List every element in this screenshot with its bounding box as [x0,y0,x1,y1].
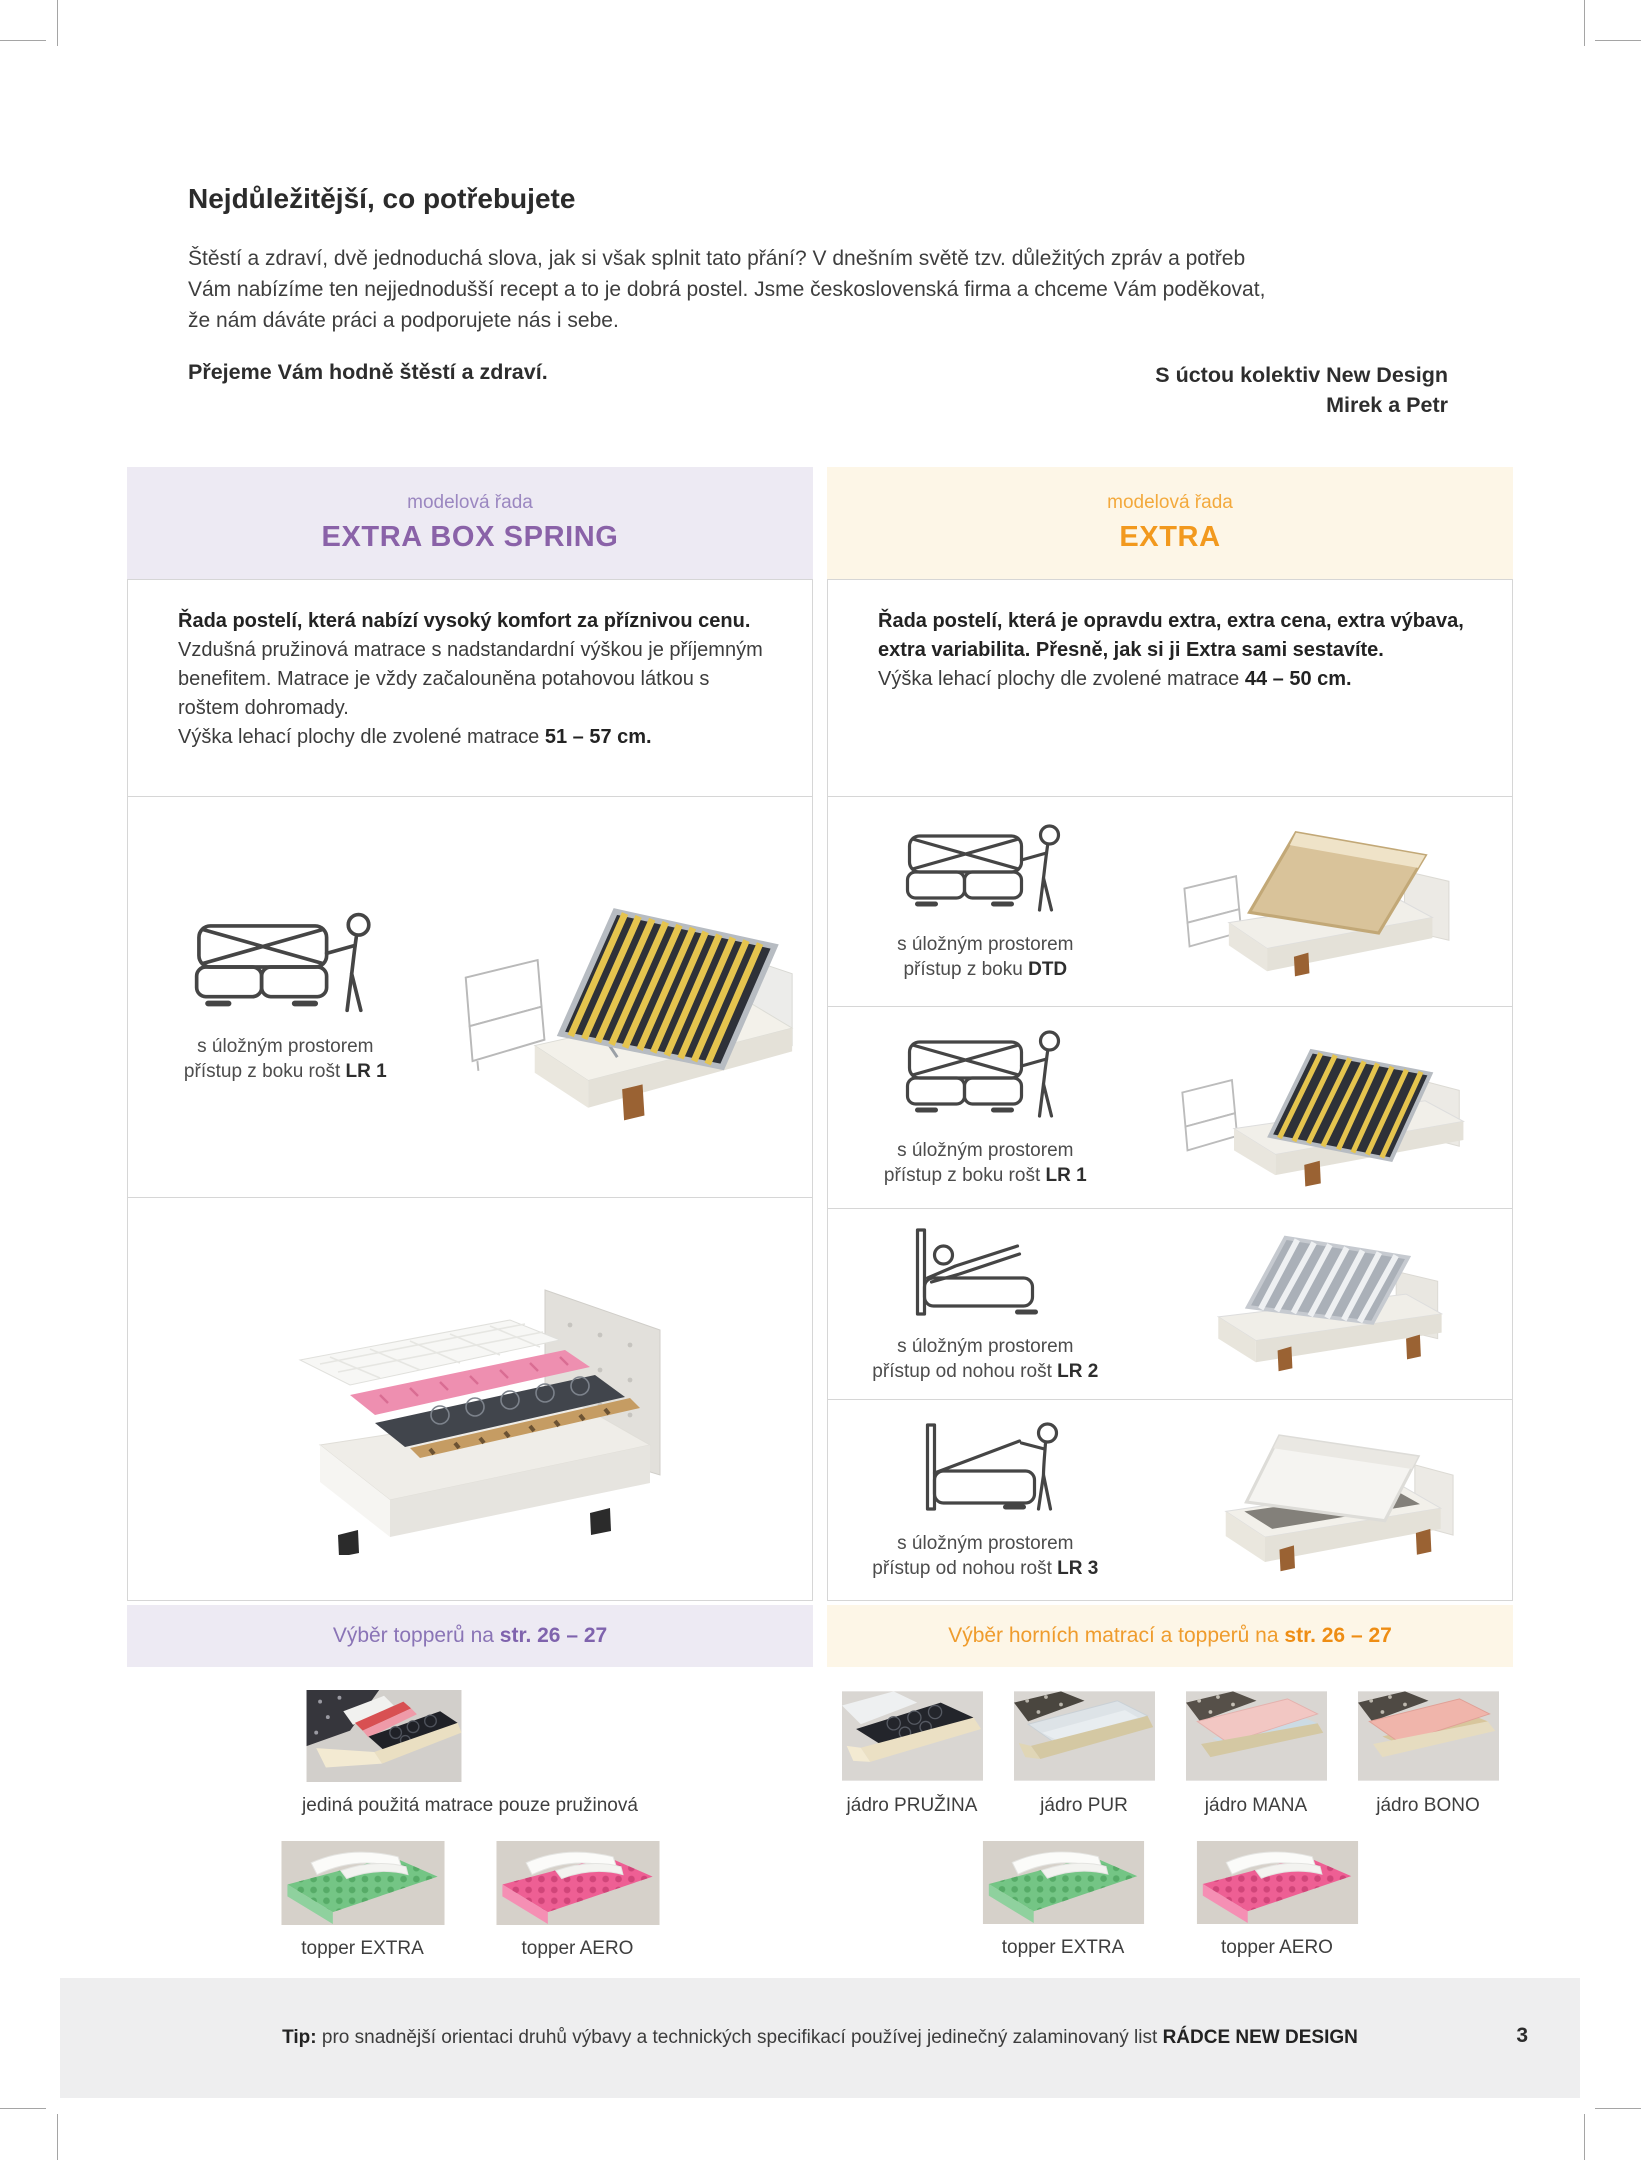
topper-thumb [281,1841,445,1960]
footer-band [60,1978,1580,2098]
crop-mark [57,0,58,46]
signature-line: S úctou kolektiv New Design [1155,363,1448,387]
topper-extra-image [281,1841,445,1925]
bed-front-person-icon [185,910,385,1024]
intro-paragraph [188,243,1458,336]
toppers-banner-left: Výběr topperů na str. 26 – 27 [127,1605,813,1667]
feature-caption: s úložným prostorem přístup z boku rošt LR 1 [183,1036,387,1082]
core-thumb [1358,1690,1499,1817]
height-value: 44 – 50 cm. [1244,668,1352,690]
core-mana-image [1186,1690,1327,1782]
topper-extra-image [981,1841,1146,1924]
page-number: 3 [1516,2024,1528,2048]
range-eyebrow: modelová řada [407,492,533,513]
core-bono-image [1358,1690,1499,1782]
topper-aero-image [496,1841,660,1925]
bed-front-person-icon [896,822,1074,922]
height-text: Výška lehací plochy dle zvolené matrace [178,726,545,748]
column-box-extra [827,579,1513,1601]
column-box-extra-box-spring [127,579,813,1601]
feature-row [128,796,812,1197]
description-lead: Řada postelí, která nabízí vysoký komfort za příznivou cenu. [178,610,751,632]
feature-row [828,796,1512,1006]
bed-open-dtd-photo [1172,814,1482,990]
footer-tip: Tip: pro snadnější orientaci druhů výbavy a technických specifikací používej jedinečný zalaminovaný list RÁDCE NEW DESIGN [282,2027,1358,2048]
signature-line: Mirek a Petr [1326,393,1448,417]
crop-mark [1595,40,1641,41]
topper-label: topper EXTRA [1001,1937,1125,1958]
range-description [128,580,812,796]
bed-side-person-standing-icon [896,1421,1074,1521]
topper-label: topper AERO [521,1938,634,1959]
feature-caption: s úložným prostorem přístup z boku rošt LR 1 [883,1139,1087,1186]
bed-side-person-lying-icon [896,1224,1074,1324]
feature-row [828,1399,1512,1602]
topper-label: topper EXTRA [301,1938,424,1959]
left-core-gallery [127,1690,813,1817]
core-thumb [1014,1690,1155,1817]
core-label: jádro BONO [1376,1795,1480,1816]
core-label: jádro PUR [1040,1795,1128,1816]
topper-thumb [1195,1841,1360,1959]
range-description [828,580,1512,796]
topper-aero-image [1195,1841,1360,1924]
right-topper-gallery [827,1841,1513,1959]
bed-open-slats-photo [1172,1020,1482,1196]
crop-mark [1584,0,1585,46]
bed-front-person-icon [896,1028,1074,1128]
toppers-banner-right: Výběr horních matrací a topperů na str. 26 – 27 [827,1605,1513,1667]
feature-caption: s úložným prostorem přístup od nohou rošt LR 3 [872,1533,1099,1579]
crop-mark [0,2108,46,2109]
core-label: jádro MANA [1204,1795,1308,1816]
bed-open-foot-slats-photo [1172,1220,1482,1388]
feature-caption: s úložným prostorem přístup z boku DTD [897,933,1074,980]
description-rest: Vzdušná pružinová matrace s nadstandardní výškou je příjemným benefitem. Matrace je vždy začalouněna potahovou látkou s roštem dohromady. [178,639,763,719]
wish-line: Přejeme Vám hodně štěstí a zdraví. [188,360,548,384]
bed-open-slats-photo [452,861,802,1133]
core-pur-image [1014,1690,1155,1782]
intro-line: že nám dáváte práci a podporujete nás i sebe. [188,309,619,332]
core-thumb [1186,1690,1327,1817]
description-lead: Řada postelí, která je opravdu extra, extra cena, extra výbava, extra variabilita. Přesně, jak si ji Extra sami sestavíte. [878,610,1464,661]
topper-label: topper AERO [1221,1937,1333,1958]
core-pruzina-image [842,1690,983,1782]
core-label: jádro PRUŽINA [846,1795,978,1816]
feature-row [828,1006,1512,1208]
right-core-gallery [827,1690,1513,1817]
height-value: 51 – 57 cm. [544,726,652,748]
model-range-header-extra [827,467,1513,579]
crop-mark [1595,2108,1641,2109]
intro-line: Vám nabízíme ten nejjednodušší recept a to je dobrá postel. Jsme československá firma a chceme Vám poděkovat, [188,278,1266,301]
range-title: EXTRA [1119,521,1221,553]
mattress-label: jediná použitá matrace pouze pružinová [302,1795,638,1816]
boxspring-layers-photo [260,1245,680,1555]
topper-thumb [981,1841,1146,1959]
mattress-thumb [302,1690,638,1817]
feature-caption: s úložným prostorem přístup od nohou rošt LR 2 [872,1336,1099,1382]
feature-row [128,1197,812,1602]
core-thumb [842,1690,983,1817]
height-text: Výška lehací plochy dle zvolené matrace [878,668,1245,690]
range-eyebrow: modelová řada [1107,492,1233,513]
model-range-header-extra-box-spring [127,467,813,579]
crop-mark [0,40,46,41]
crop-mark [57,2114,58,2160]
page-title: Nejdůležitější, co potřebujete [188,183,576,214]
left-topper-gallery [127,1841,813,1960]
range-title: EXTRA BOX SPRING [321,521,619,553]
signature [1000,360,1448,420]
crop-mark [1584,2114,1585,2160]
intro-line: Štěstí a zdraví, dvě jednoduchá slova, jak si však splnit tato přání? V dnešním světě tzv. důležitých zpráv a potřeb [188,247,1246,270]
spring-mattress-image [302,1690,466,1782]
topper-thumb [496,1841,660,1960]
feature-row [828,1208,1512,1399]
bed-open-lid-photo [1172,1413,1482,1589]
